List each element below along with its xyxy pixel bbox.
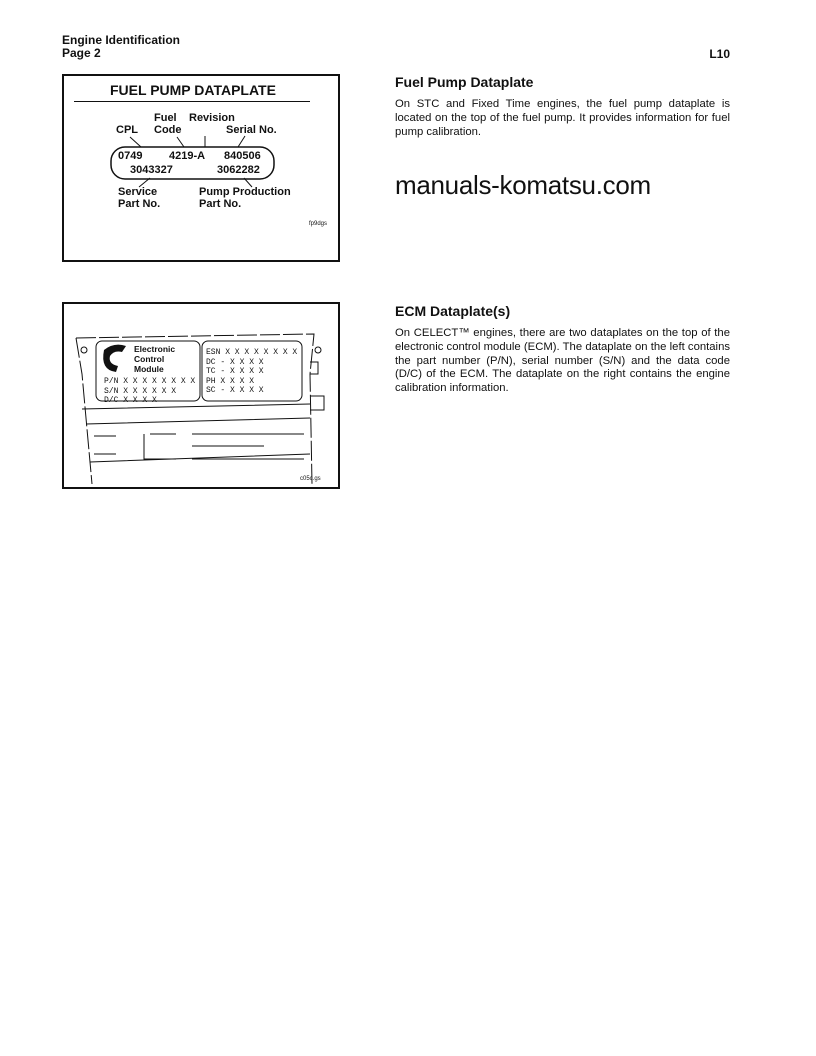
label-pump-production: Pump Production — [199, 186, 291, 198]
value-cpl: 0749 — [118, 150, 143, 162]
page-header — [62, 34, 180, 60]
engine-model: L10 — [709, 47, 730, 61]
page-number: Page 2 — [62, 46, 101, 60]
label-serial: Serial No. — [226, 124, 277, 136]
label-service-part: Part No. — [118, 198, 161, 210]
label-revision: Revision — [189, 112, 235, 124]
figure-title: FUEL PUMP DATAPLATE — [110, 82, 276, 98]
ecm-dataplate-figure — [62, 302, 340, 489]
label-service: Service — [118, 186, 158, 198]
ecm-section — [395, 303, 730, 396]
figure-ref: fp9dgs — [309, 221, 328, 227]
right-plate-text: ESN X X X X X X X X DC - X X X X TC - X X X X PH X X X X SC - X X X X — [206, 348, 298, 395]
cummins-logo-icon — [103, 345, 126, 372]
module-label: Electronic Control Module — [134, 344, 176, 374]
section-heading: Fuel Pump Dataplate — [395, 74, 534, 90]
left-plate-text: P/N X X X X X X X X S/N X X X X X X D/C X X X X — [104, 377, 196, 405]
section-body: On STC and Fixed Time engines, the fuel pump dataplate is located on the top of the fuel pump. It provides information for fuel pump calibration. — [395, 98, 730, 138]
fuel-pump-section — [395, 74, 730, 139]
figure-ref: c05c.gs — [300, 476, 321, 482]
value-service-part: 3043327 — [130, 164, 173, 176]
value-fuel-code: 4219-A — [169, 150, 206, 162]
label-code: Code — [154, 124, 182, 136]
value-serial: 840506 — [224, 150, 261, 162]
label-cpl: CPL — [116, 124, 138, 136]
fuel-pump-dataplate-figure — [62, 74, 340, 262]
watermark: manuals-komatsu.com — [395, 170, 651, 200]
value-pump-part: 3062282 — [217, 164, 260, 176]
label-pump-part: Part No. — [199, 198, 242, 210]
section-title: Engine Identification — [62, 33, 181, 47]
label-fuel: Fuel — [154, 112, 177, 124]
section-heading: ECM Dataplate(s) — [395, 303, 511, 319]
section-body: On CELECT™ engines, there are two dataplates on the top of the electronic control module (ECM). The dataplate on the left contains the part number (P/N), serial number (S/N) and the data code (D/C) of the ECM. The dataplate on the right contains the engine calibration information. — [395, 327, 730, 395]
dataplate-outline-arrows — [64, 76, 338, 260]
